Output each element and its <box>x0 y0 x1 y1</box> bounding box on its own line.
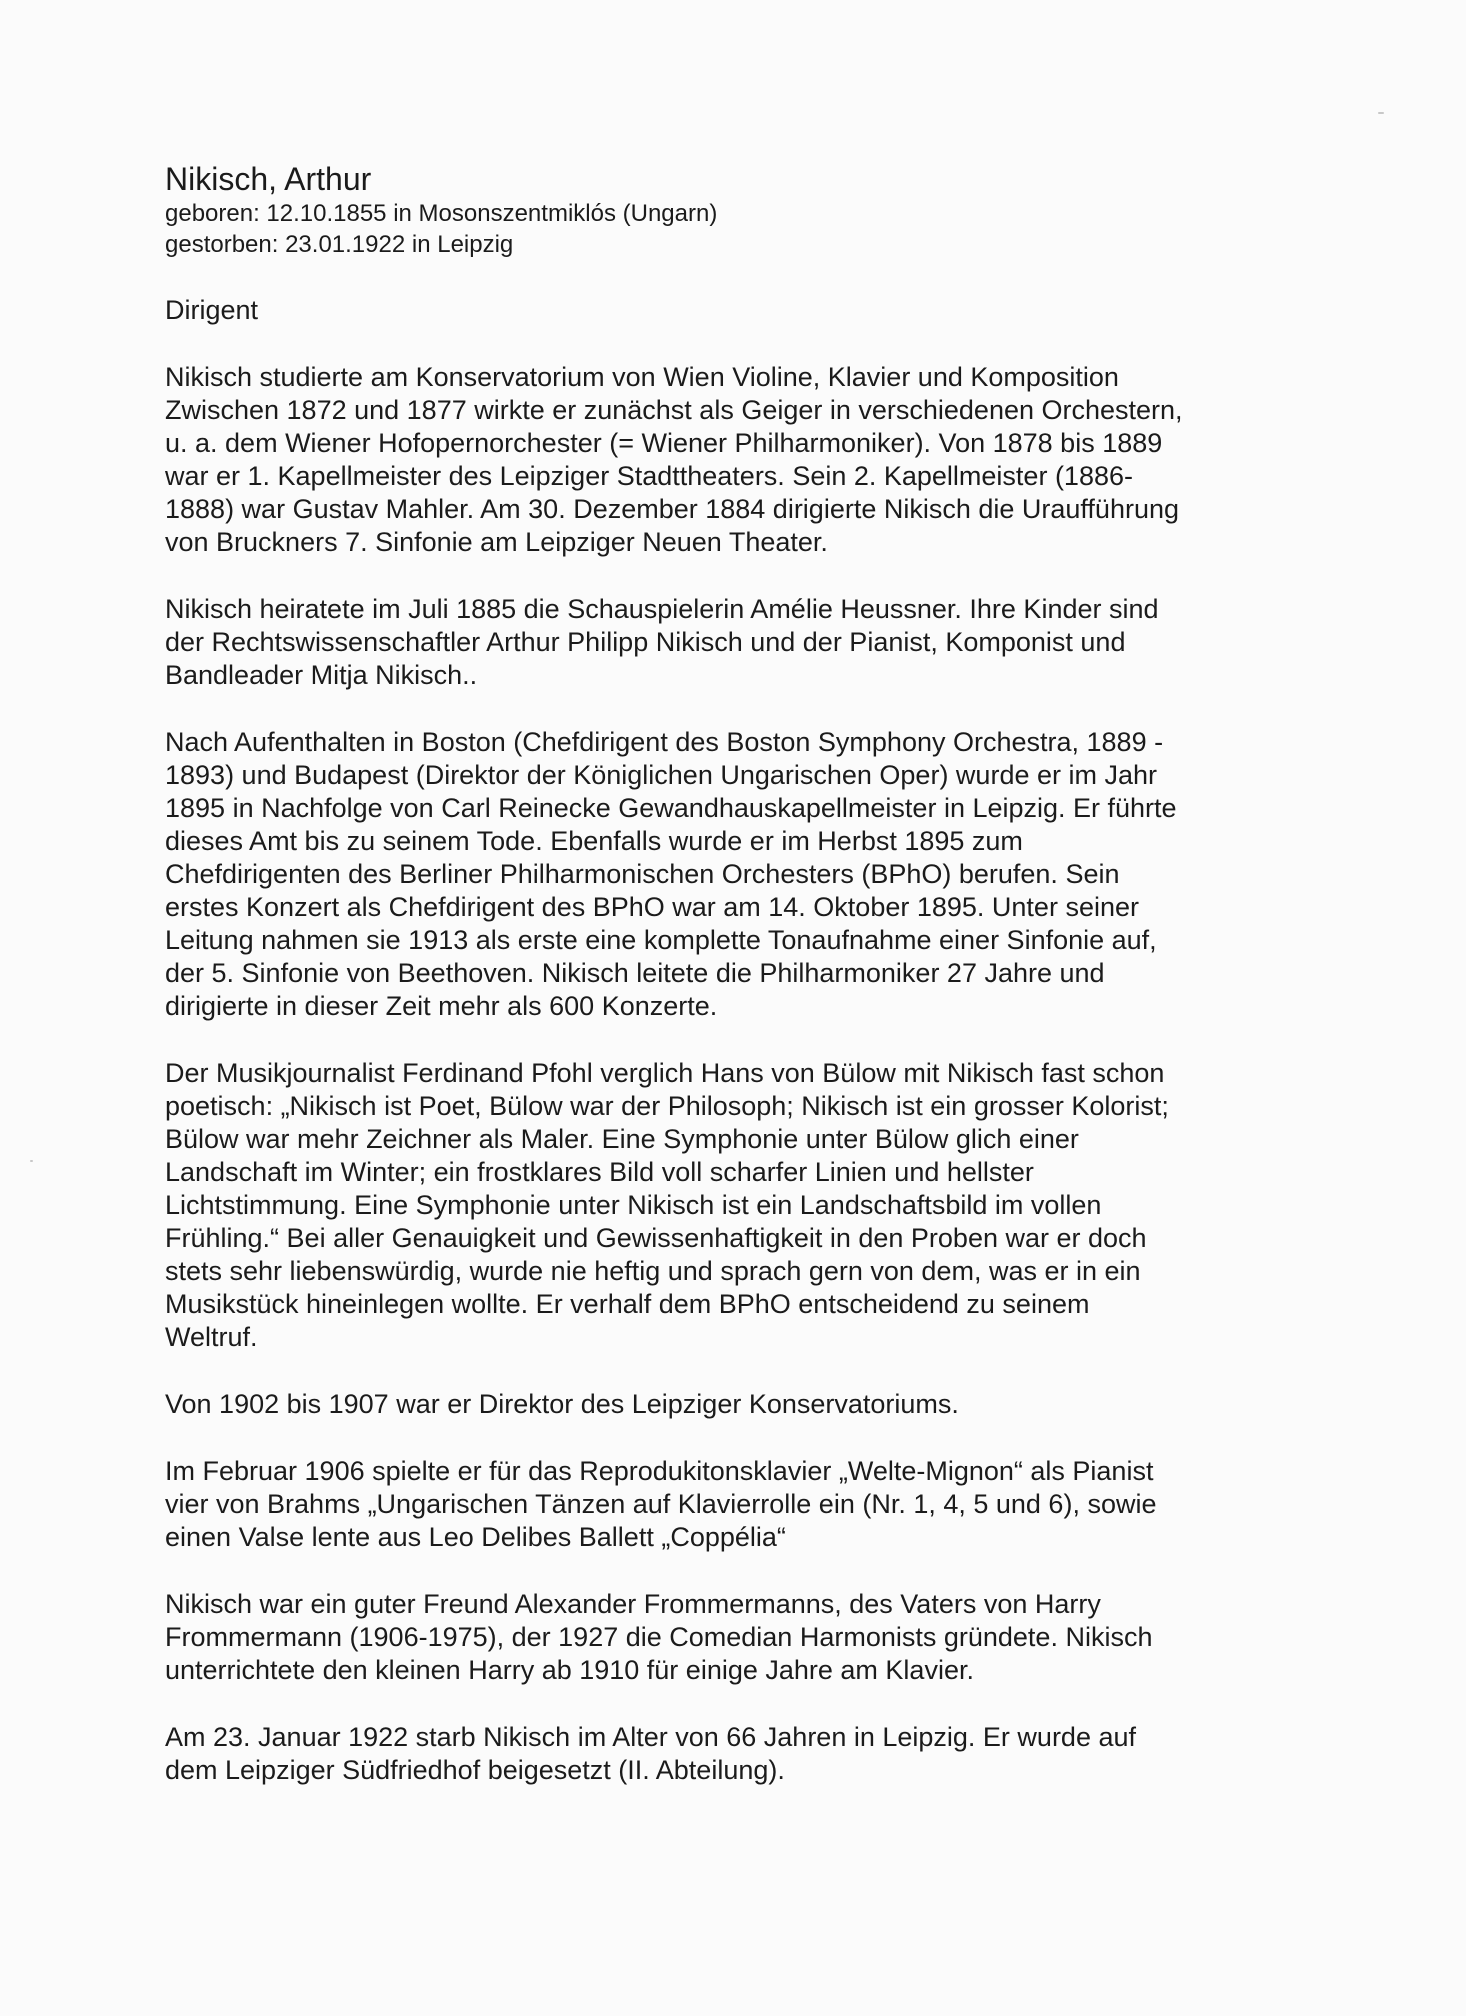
text-line: von Bruckners 7. Sinfonie am Leipziger Neuen Theater. <box>165 527 828 557</box>
paragraph-gap <box>165 1687 1305 1721</box>
paragraph-gap <box>165 1554 1305 1588</box>
paragraph-gap <box>165 692 1305 726</box>
text-line: Der Musikjournalist Ferdinand Pfohl verglich Hans von Bülow mit Nikisch fast schon <box>165 1058 1165 1088</box>
text-line: Bülow war mehr Zeichner als Maler. Eine Symphonie unter Bülow glich einer <box>165 1124 1079 1154</box>
paragraph <box>165 593 1305 692</box>
birth-line: geboren: 12.10.1855 in Mosonszentmiklós (Ungarn) <box>165 200 718 227</box>
text-line: dirigierte in dieser Zeit mehr als 600 Konzerte. <box>165 991 718 1021</box>
document-body <box>165 160 1305 1787</box>
paragraph-gap <box>165 559 1305 593</box>
text-line: Lichtstimmung. Eine Symphonie unter Nikisch ist ein Landschaftsbild im vollen <box>165 1190 1102 1220</box>
text-line: vier von Brahms „Ungarischen Tänzen auf Klavierrolle ein (Nr. 1, 4, 5 und 6), sowie <box>165 1489 1157 1519</box>
text-line: Von 1902 bis 1907 war er Direktor des Leipziger Konservatoriums. <box>165 1389 959 1419</box>
text-line: Nikisch heiratete im Juli 1885 die Schauspielerin Amélie Heussner. Ihre Kinder sind <box>165 594 1159 624</box>
text-line: der 5. Sinfonie von Beethoven. Nikisch leitete die Philharmoniker 27 Jahre und <box>165 958 1105 988</box>
text-line: Frühling.“ Bei aller Genauigkeit und Gewissenhaftigkeit in den Proben war er doch <box>165 1223 1147 1253</box>
text-line: Nach Aufenthalten in Boston (Chefdirigent des Boston Symphony Orchestra, 1889 - <box>165 727 1164 757</box>
text-line: Weltruf. <box>165 1322 258 1352</box>
paragraph <box>165 1721 1305 1787</box>
text-line: war er 1. Kapellmeister des Leipziger Stadttheaters. Sein 2. Kapellmeister (1886- <box>165 461 1133 491</box>
text-line: erstes Konzert als Chefdirigent des BPhO war am 14. Oktober 1895. Unter seiner <box>165 892 1139 922</box>
paragraph <box>165 1588 1305 1687</box>
paragraph <box>165 1057 1305 1354</box>
text-line: dieses Amt bis zu seinem Tode. Ebenfalls wurde er im Herbst 1895 zum <box>165 826 1023 856</box>
text-line: unterrichtete den kleinen Harry ab 1910 für einige Jahre am Klavier. <box>165 1655 974 1685</box>
text-line: Chefdirigenten des Berliner Philharmonischen Orchesters (BPhO) berufen. Sein <box>165 859 1120 889</box>
text-line: stets sehr liebenswürdig, wurde nie heftig und sprach gern von dem, was er in ein <box>165 1256 1141 1286</box>
paragraph <box>165 726 1305 1023</box>
text-line: Landschaft im Winter; ein frostklares Bild voll scharfer Linien und hellster <box>165 1157 1034 1187</box>
profession: Dirigent <box>165 295 259 325</box>
text-line: 1888) war Gustav Mahler. Am 30. Dezember 1884 dirigierte Nikisch die Uraufführung <box>165 494 1180 524</box>
text-line: Frommermann (1906-1975), der 1927 die Comedian Harmonists gründete. Nikisch <box>165 1622 1153 1652</box>
paragraph-gap <box>165 327 1305 361</box>
text-line: 1893) und Budapest (Direktor der Königlichen Ungarischen Oper) wurde er im Jahr <box>165 760 1157 790</box>
biography-text <box>165 327 1305 1787</box>
text-line: dem Leipziger Südfriedhof beigesetzt (II. Abteilung). <box>165 1755 785 1785</box>
text-line: poetisch: „Nikisch ist Poet, Bülow war der Philosoph; Nikisch ist ein grosser Kolorist; <box>165 1091 1169 1121</box>
paragraph <box>165 1455 1305 1554</box>
person-name: Nikisch, Arthur <box>165 161 372 197</box>
paragraph-gap <box>165 1421 1305 1455</box>
text-line: u. a. dem Wiener Hofopernorchester (= Wiener Philharmoniker). Von 1878 bis 1889 <box>165 428 1163 458</box>
text-line: 1895 in Nachfolge von Carl Reinecke Gewandhauskapellmeister in Leipzig. Er führte <box>165 793 1177 823</box>
paragraph <box>165 361 1305 559</box>
text-line: Nikisch war ein guter Freund Alexander Frommermanns, des Vaters von Harry <box>165 1589 1101 1619</box>
text-line: Leitung nahmen sie 1913 als erste eine komplette Tonaufnahme einer Sinfonie auf, <box>165 925 1157 955</box>
text-line: Musikstück hineinlegen wollte. Er verhalf dem BPhO entscheidend zu seinem <box>165 1289 1090 1319</box>
scan-speck <box>30 1160 33 1162</box>
death-line: gestorben: 23.01.1922 in Leipzig <box>165 231 514 258</box>
paragraph-gap <box>165 1354 1305 1388</box>
paragraph-gap <box>165 1023 1305 1057</box>
text-line: Nikisch studierte am Konservatorium von Wien Violine, Klavier und Komposition <box>165 362 1119 392</box>
text-line: einen Valse lente aus Leo Delibes Ballett „Coppélia“ <box>165 1522 786 1552</box>
paragraph <box>165 1388 1305 1421</box>
text-line: Bandleader Mitja Nikisch.. <box>165 660 478 690</box>
scan-speck <box>1378 112 1384 114</box>
text-line: Im Februar 1906 spielte er für das Reprodukitonsklavier „Welte-Mignon“ als Pianist <box>165 1456 1154 1486</box>
text-line: der Rechtswissenschaftler Arthur Philipp Nikisch und der Pianist, Komponist und <box>165 627 1126 657</box>
text-line: Zwischen 1872 und 1877 wirkte er zunächst als Geiger in verschiedenen Orchestern, <box>165 395 1183 425</box>
text-line: Am 23. Januar 1922 starb Nikisch im Alter von 66 Jahren in Leipzig. Er wurde auf <box>165 1722 1136 1752</box>
